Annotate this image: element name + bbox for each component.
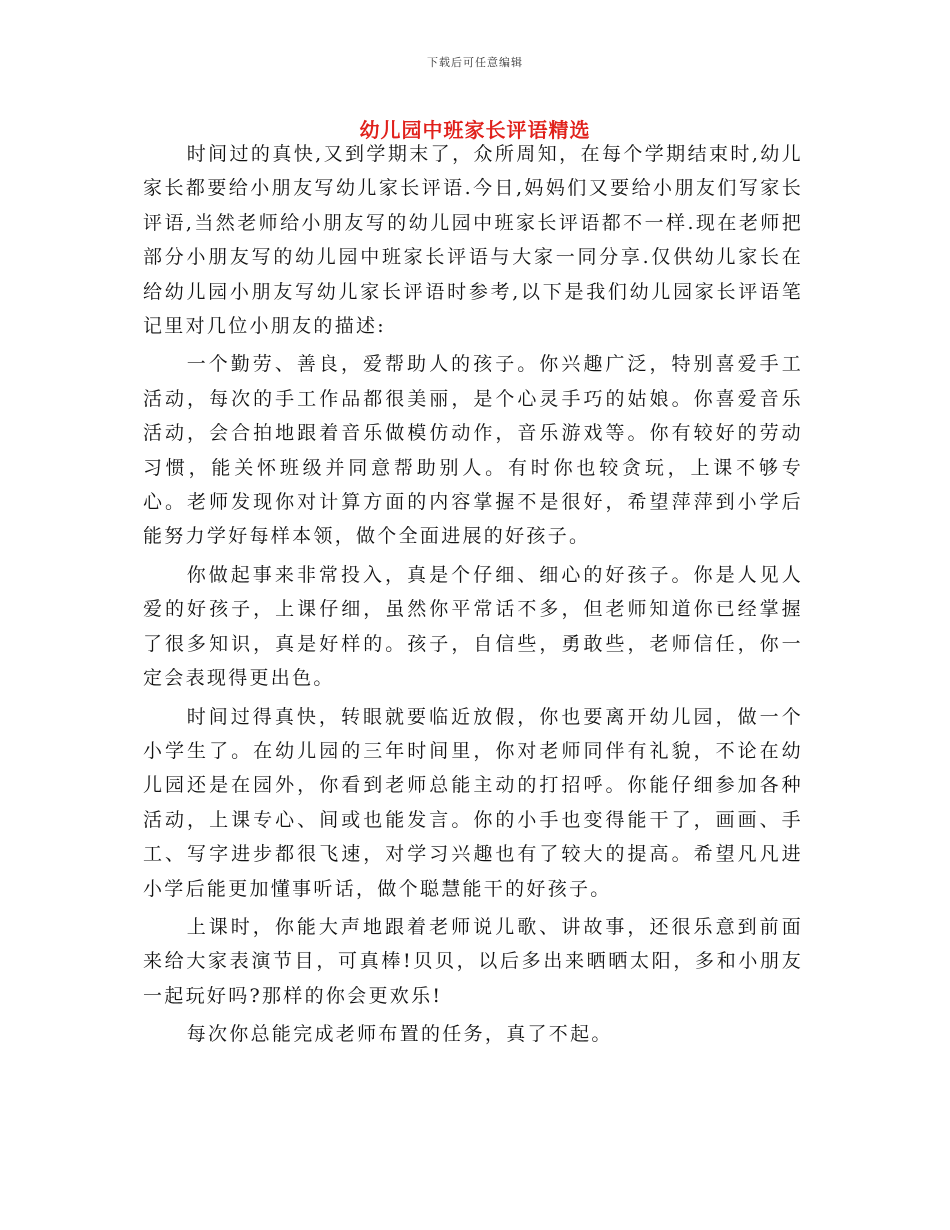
paragraph-comment-3: 时间过得真快，转眼就要临近放假，你也要离开幼儿园，做一个小学生了。在幼儿园的三年时间里，你对老师同伴有礼貌，不论在幼儿园还是在园外，你看到老师总能主动的打招呼。你能仔细参加各种活动，上课专心、间或也能发言。你的小手也变得能干了，画画、手工、写字进步都很飞速，对学习兴趣也有了较大的提高。希望凡凡进小学后能更加懂事听话，做个聪慧能干的好孩子。 [143, 705, 803, 900]
paragraph-comment-2: 你做起事来非常投入，真是个仔细、细心的好孩子。你是人见人爱的好孩子，上课仔细，虽然你平常话不多，但老师知道你已经掌握了很多知识，真是好样的。孩子，自信些，勇敢些，老师信任，你一定会表现得更出色。 [143, 563, 803, 690]
paragraph-comment-5: 每次你总能完成老师布置的任务，真了不起。 [186, 1023, 613, 1046]
document-body [143, 137, 803, 1056]
header-note: 下载后可任意编辑 [427, 56, 523, 69]
paragraph-comment-4: 上课时，你能大声地跟着老师说儿歌、讲故事，还很乐意到前面来给大家表演节目，可真棒!贝贝，以后多出来晒晒太阳，多和小朋友一起玩好吗?那样的你会更欢乐! [143, 915, 803, 1007]
paragraph-intro: 时间过的真快,又到学期末了，众所周知，在每个学期结束时,幼儿家长都要给小朋友写幼儿家长评语.今日,妈妈们又要给小朋友们写家长评语,当然老师给小朋友写的幼儿园中班家长评语都不一样.现在老师把部分小朋友写的幼儿园中班家长评语与大家一同分享.仅供幼儿家长在给幼儿园小朋友写幼儿家长评语时参考,以下是我们幼儿园家长评语笔记里对几位小朋友的描述: [143, 143, 803, 338]
paragraph-comment-1: 一个勤劳、善良，爱帮助人的孩子。你兴趣广泛，特别喜爱手工活动，每次的手工作品都很美丽，是个心灵手巧的姑娘。你喜爱音乐活动，会合拍地跟着音乐做模仿动作，音乐游戏等。你有较好的劳动习惯，能关怀班级并同意帮助别人。有时你也较贪玩，上课不够专心。老师发现你对计算方面的内容掌握不是很好，希望萍萍到小学后能努力学好每样本领，做个全面进展的好孩子。 [143, 353, 803, 548]
document-title: 幼儿园中班家长评语精选 [359, 118, 591, 142]
